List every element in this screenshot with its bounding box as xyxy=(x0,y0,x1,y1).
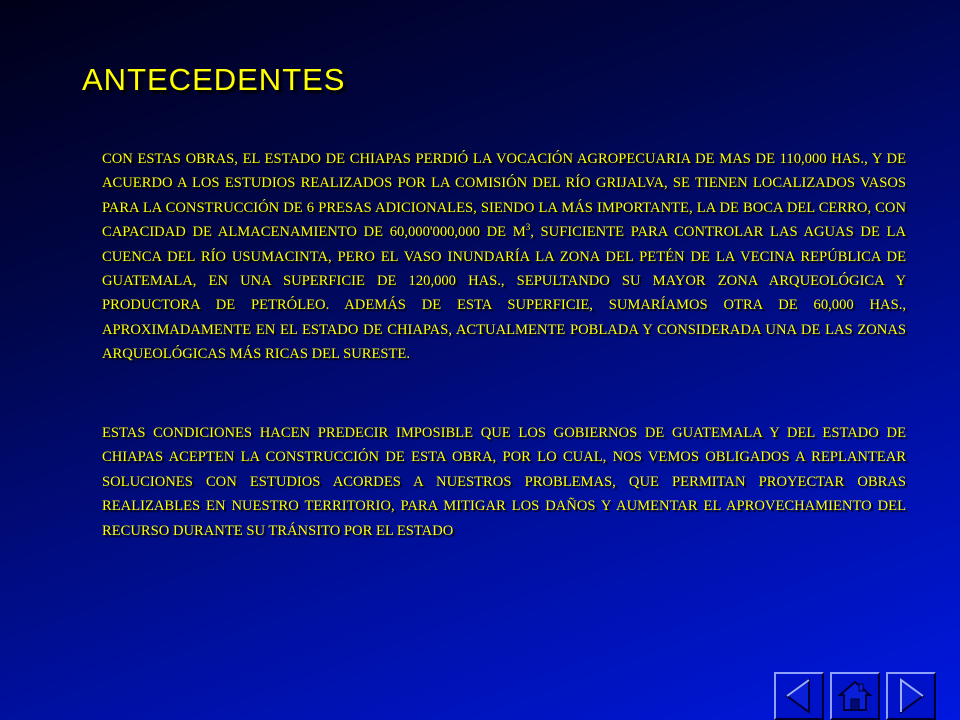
paragraph-1 xyxy=(102,147,906,367)
home-icon xyxy=(835,676,875,716)
paragraph-2: ESTAS CONDICIONES HACEN PREDECIR IMPOSIBLE QUE LOS GOBIERNOS DE GUATEMALA Y DEL ESTADO DE CHIAPAS ACEPTEN LA CONSTRUCCIÓN DE ESTA OBRA, POR LO CUAL, NOS VEMOS OBLIGADOS A REPLANTEAR SOLUCIONES CON ESTUDIOS ACORDES A NUESTROS PROBLEMAS, QUE PERMITAN PROYECTAR OBRAS REALIZABLES EN NUESTRO TERRITORIO, PARA MITIGAR LOS DAÑOS Y AUMENTAR EL APROVECHAMIENTO DEL RECURSO DURANTE SU TRÁNSITO POR EL ESTADO xyxy=(102,425,906,539)
slide-title: ANTECEDENTES xyxy=(82,62,346,97)
previous-button[interactable] xyxy=(774,672,824,720)
triangle-left-icon xyxy=(779,676,819,716)
paragraph-1-continuation: , SUFICIENTE PARA CONTROLAR LAS AGUAS DE LA CUENCA DEL RÍO USUMACINTA, PERO EL VASO INUNDARÍA LA ZONA DEL PETÉN DE LA VECINA REPÚBLICA DE GUATEMALA, EN UNA SUPERFICIE DE 120,000 HAS., SEPULTANDO SU MAYOR ZONA ARQUEOLÓGICA Y PRODUCTORA DE PETRÓLEO. ADEMÁS DE ESTA SUPERFICIE, SUMARÍAMOS OTRA DE 60,000 HAS., APROXIMADAMENTE EN EL ESTADO DE CHIAPAS, ACTUALMENTE POBLADA Y CONSIDERADA UNA DE LAS ZONAS ARQUEOLÓGICAS MÁS RICAS DEL SURESTE. xyxy=(102,224,906,363)
next-button[interactable] xyxy=(886,672,936,720)
home-button[interactable] xyxy=(830,672,880,720)
superscript-3: 3 xyxy=(525,222,531,233)
navigation-bar xyxy=(774,672,936,720)
triangle-right-icon xyxy=(891,676,931,716)
paragraph-1-text: CON ESTAS OBRAS, EL ESTADO DE CHIAPAS PERDIÓ LA VOCACIÓN AGROPECUARIA DE MAS DE 110,000 HAS., Y DE ACUERDO A LOS ESTUDIOS REALIZADOS POR LA COMISIÓN DEL RÍO GRIJALVA, SE TIENEN LOCALIZADOS VASOS PARA LA CONSTRUCCIÓN DE 6 PRESAS ADICIONALES, SIENDO LA MÁS IMPORTANTE, LA DE BOCA DEL CERRO, CON CAPACIDAD DE ALMACENAMIENTO DE 60,000'000,000 DE M xyxy=(102,151,906,241)
